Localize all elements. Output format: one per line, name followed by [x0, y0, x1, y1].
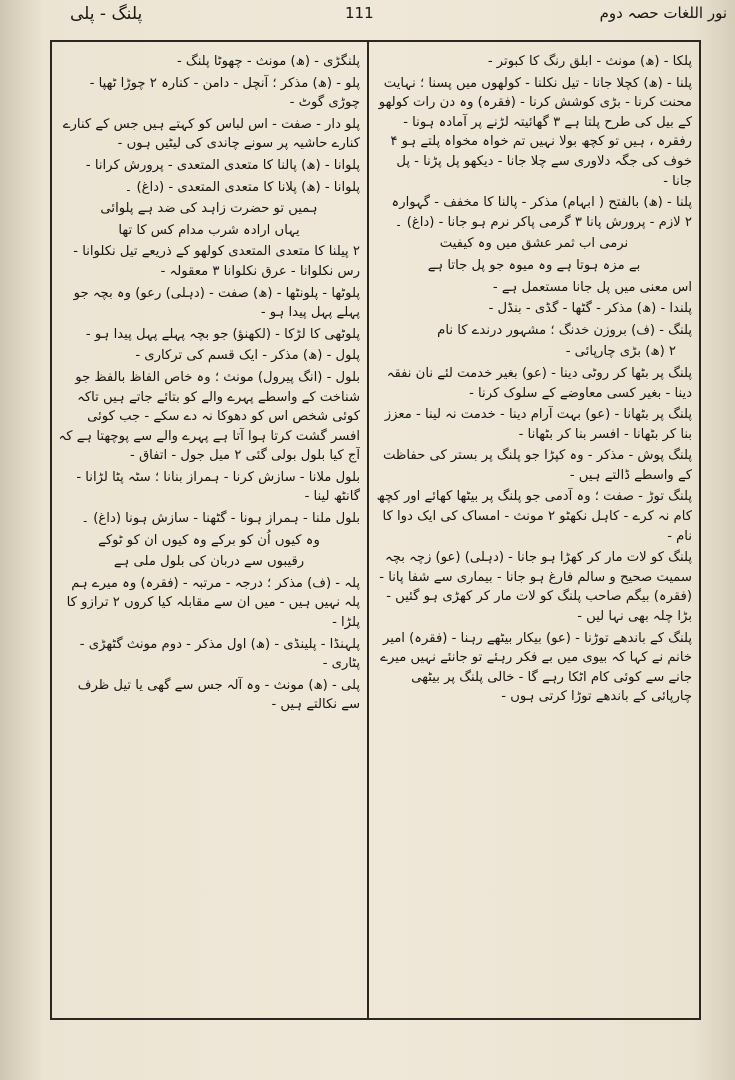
entry-palwana-2: پلوانا - (ھ) پلانا کا متعدی المتعدی - (داغ) ۔	[124, 179, 360, 195]
entry-palang-lat: پلنگ کو لات مار کر کھڑا ہو جانا - (دہلی) (عو) زچہ بچہ سمیت صحیح و سالم فارغ ہو جانا - بیماری سے شفا پانا - (فقرہ) بیگم صاحب پلنگ کو لات مار کر کھڑی ہو گئیں - بڑا چلہ بھی نہا لیں -	[379, 550, 692, 625]
entry-bilol: بلول - (انگ پیرول) مونث ؛ وہ خاص الفاظ بالفظ جو شناخت کے واسطے پہرے والے کو بتائے جاتے ہیں تاکہ کوئی شخص اس کو دھوکا نہ دے سکے - جب کوئی افسر گشت کرتا ہوا آتا ہے پہرے والے سے پوچھتا ہے کہ آج کیا بلول بولی گئی ۲ میل جول - اتفاق -	[58, 369, 360, 464]
entry-palang-bandhe: پلنگ کے باندھے توڑنا - (عو) بیکار بیٹھے رہنا - (فقرہ) امیر خانم نے کہا کہ بیوی میں بے فکر رہئے تو جانئے نہیں میرے جانے سے کوئی کام اٹکا رہے گا - خالی پلنگ پر بیٹھی چارپائی کے باندھے توڑا کرتی ہوں -	[380, 630, 692, 705]
entry-bilol-milna: بلول ملنا - ہمراز ہونا - گٹھنا - سازش ہونا (داغ) ۔	[81, 511, 360, 527]
verse-line: ہمیں تو حضرت زاہد کی ضد ہے پلوائی	[100, 201, 318, 217]
verse-line: یہاں ارادہ شرب مدام کس کا تھا	[118, 222, 300, 238]
page-number: 111	[345, 4, 374, 22]
entry-palang-tod: پلنگ توڑ - صفت ؛ وہ آدمی جو پلنگ پر بیٹھا کھائے اور کچھ کام نہ کرے - کاہل نکھٹو ۲ مونث - امساک کی ایک دوا کا نام -	[376, 489, 692, 544]
entry-palang-roti: پلنگ پر بٹھا کر روٹی دینا - (عو) بغیر خدمت لئے نان نفقہ دینا - بغیر کسی معاوضے کے سلوک کرنا -	[386, 365, 692, 401]
entry-palangri: پلنگڑی - (ھ) مونث - چھوٹا پلنگ -	[176, 54, 360, 69]
entry-bilol-milana: بلول ملانا - سازش کرنا - ہمراز بنانا ؛ سٹہ پٹا لڑانا - گانٹھ لینا -	[76, 469, 360, 505]
entry-palanda: پلندا - (ھ) مذکر - گٹھا - گڈی - بنڈل -	[488, 301, 692, 317]
header-right-title: نور اللغات حصہ دوم	[599, 4, 727, 22]
page-header	[0, 0, 735, 34]
entry-pallothi: پلوٹھی کا لڑکا - (لکھنؤ) جو بچہ پہلے پہل پیدا ہو -	[85, 326, 360, 342]
entry-pallu-dar: پلو دار - صفت - اس لباس کو کہتے ہیں جس کے کنارے کنارے حاشیہ پر سونے چاندی کی لیٹیں ہوں -	[62, 116, 360, 152]
verse-line: نرمی اب ثمر عشق میں وہ کیفیت	[439, 236, 629, 252]
entry-pallotha: پلوٹھا - پلونٹھا - (ھ) صفت - (دہلی) رعو) وہ بچہ جو پہلے پہل پیدا ہو -	[73, 285, 360, 321]
right-column	[376, 52, 692, 1012]
left-column	[58, 52, 360, 1012]
verse-line: بے مزہ ہوتا ہے وہ میوہ جو پل جاتا ہے	[427, 257, 641, 273]
entry-palang-posh: پلنگ پوش - مذکر - وہ کپڑا جو پلنگ پر بستر کی حفاظت کے واسطے ڈالتے ہیں -	[382, 448, 692, 483]
entry-palna: پلنا - (ھ) بالفتح ( ابہام) مذکر - پالنا کا مخفف - گہوارہ ۲ لازم - پرورش پانا ۳ گرمی پاکر نرم ہو جانا - (داغ) ۔	[391, 195, 692, 230]
entry-pali: پلی - (ھ) مونث - وہ آلہ جس سے گھی یا تیل ظرف سے نکالتے ہیں -	[77, 677, 360, 713]
entry-palhenda: پلہنڈا - پلینڈی - (ھ) اول مذکر - دوم مونث گٹھڑی - پٹاری -	[79, 636, 360, 672]
entry-palol: پلول - (ھ) مذکر - ایک قسم کی ترکاری -	[135, 348, 360, 364]
verse-line: رقیبوں سے دربان کی بلول ملی ہے	[113, 554, 305, 570]
entry-palang: پلنگ - (ف) بروزن خدنگ ؛ مشہور درندے کا نام	[437, 322, 692, 338]
entry-pallu: پلو - (ھ) مذکر ؛ آنچل - دامن - کنارہ ۲ چوڑا ٹھپا - چوڑی گوٹ -	[89, 75, 360, 111]
entry-palla: پلہ - (ف) مذکر ؛ درجہ - مرتبہ - (فقرہ) وہ میرے ہم پلہ نہیں ہیں - میں ان سے مقابلہ کیا کروں ۲ ترازو کا پلڑا -	[66, 575, 360, 631]
entry-pilna: پلنا - (ھ) کچلا جانا - تیل نکلنا - کولھوں میں پسنا ؛ نہایت محنت کرنا - بڑی کوشش کرنا - (فقرہ) وہ دن رات کولھو کے بیل کی طرح پلتا ہے ۳ گھائیتہ لڑنے پر آمادہ ہونا - رفقرہ ، ہیں تو کچھ بولا نہیں تم خواہ مخواہ پلتے ہو ۴ خوف کی جگہ دلاوری سے چلا جانا - دیکھو پل پڑنا - پل جانا -	[378, 75, 692, 189]
column-divider	[367, 40, 369, 1020]
entry-note: اس معنی میں پل جانا مستعمل ہے -	[492, 279, 692, 295]
header-left-title: پلنگ - پلی	[70, 4, 143, 24]
entry-palka: پلکا - (ھ) مونث - ابلق رنگ کا کبوتر -	[487, 54, 692, 69]
entry-palwana-sense-2: ۲ پیلنا کا متعدی المتعدی کولھو کے ذریعے تیل نکلوانا - رس نکلوانا - عرق نکلوانا ۳ معقولہ -	[73, 244, 360, 279]
entry-palang-sense-2: ۲ (ھ) بڑی چارپائی -	[565, 344, 676, 360]
entry-palwana-1: پلوانا - (ھ) پالنا کا متعدی المتعدی - پرورش کرانا -	[85, 157, 360, 173]
verse-line: وہ کیوں اُن کو برکے وہ کیوں ان کو ٹوکے	[98, 532, 320, 548]
entry-palang-bithana: پلنگ پر بٹھانا - (عو) بہت آرام دینا - خدمت نہ لینا - معزز بنا کر بٹھانا - افسر بنا کر بٹھانا -	[384, 407, 692, 442]
